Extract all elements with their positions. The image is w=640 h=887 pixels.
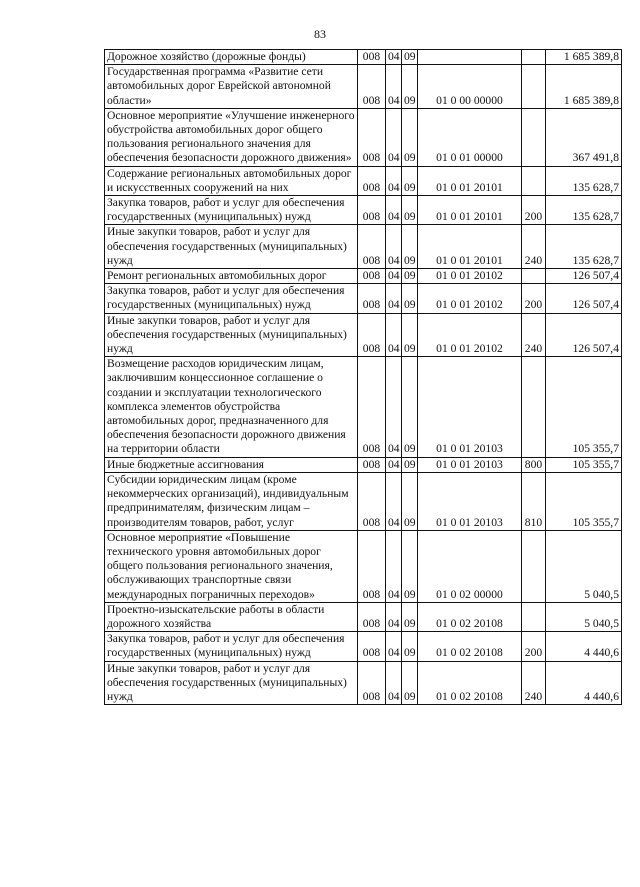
cell-sum: 135 628,7 bbox=[546, 166, 622, 195]
cell-target-article: 01 0 00 00000 bbox=[418, 65, 522, 109]
cell-target-article: 01 0 01 20101 bbox=[418, 196, 522, 225]
cell-rz: 04 bbox=[386, 284, 402, 313]
cell-target-article: 01 0 02 00000 bbox=[418, 530, 522, 602]
cell-sum: 1 685 389,8 bbox=[546, 65, 622, 109]
cell-sum: 135 628,7 bbox=[546, 225, 622, 269]
cell-expense-type bbox=[522, 108, 546, 166]
cell-rz: 04 bbox=[386, 166, 402, 195]
cell-target-article: 01 0 01 00000 bbox=[418, 108, 522, 166]
table-row bbox=[105, 313, 622, 357]
cell-sum: 4 440,6 bbox=[546, 632, 622, 661]
row-name: Содержание региональных автомобильных дорог и искусственных сооружений на них bbox=[105, 166, 358, 195]
cell-sum: 126 507,4 bbox=[546, 313, 622, 357]
cell-expense-type bbox=[522, 50, 546, 65]
row-name: Основное мероприятие «Улучшение инженерного обустройства автомобильных дорог общего пользования регионального значения для обеспечения безопасности дорожного движения» bbox=[105, 108, 358, 166]
budget-table bbox=[104, 49, 622, 705]
cell-target-article: 01 0 02 20108 bbox=[418, 632, 522, 661]
row-name: Закупка товаров, работ и услуг для обеспечения государственных (муниципальных) нужд bbox=[105, 632, 358, 661]
cell-pr: 09 bbox=[402, 357, 418, 457]
cell-rz: 04 bbox=[386, 313, 402, 357]
cell-pr: 09 bbox=[402, 196, 418, 225]
cell-expense-type: 200 bbox=[522, 632, 546, 661]
cell-expense-type: 200 bbox=[522, 196, 546, 225]
cell-target-article: 01 0 01 20101 bbox=[418, 166, 522, 195]
cell-pr: 09 bbox=[402, 661, 418, 705]
row-name: Иные закупки товаров, работ и услуг для обеспечения государственных (муниципальных) нужд bbox=[105, 661, 358, 705]
row-name: Субсидии юридическим лицам (кроме некоммерческих организаций), индивидуальным предпринимателям, физическим лицам – производителям товаров, работ, услуг bbox=[105, 472, 358, 530]
cell-ved: 008 bbox=[358, 457, 386, 472]
cell-rz: 04 bbox=[386, 269, 402, 284]
cell-expense-type: 810 bbox=[522, 472, 546, 530]
cell-ved: 008 bbox=[358, 661, 386, 705]
cell-sum: 135 628,7 bbox=[546, 196, 622, 225]
row-name: Государственная программа «Развитие сети автомобильных дорог Еврейской автономной области» bbox=[105, 65, 358, 109]
cell-rz: 04 bbox=[386, 530, 402, 602]
cell-sum: 1 685 389,8 bbox=[546, 50, 622, 65]
row-name: Возмещение расходов юридическим лицам, заключившим концессионное соглашение о создании и эксплуатации технологического комплекса элементов обустройства автомобильных дорог, предназначенного для обеспечения безопасности дорожного движения на территории области bbox=[105, 357, 358, 457]
table-row bbox=[105, 284, 622, 313]
cell-sum: 105 355,7 bbox=[546, 357, 622, 457]
cell-pr: 09 bbox=[402, 632, 418, 661]
cell-expense-type: 240 bbox=[522, 313, 546, 357]
cell-ved: 008 bbox=[358, 108, 386, 166]
table-row bbox=[105, 602, 622, 631]
cell-rz: 04 bbox=[386, 50, 402, 65]
table-body bbox=[105, 50, 622, 705]
row-name: Закупка товаров, работ и услуг для обеспечения государственных (муниципальных) нужд bbox=[105, 284, 358, 313]
cell-rz: 04 bbox=[386, 632, 402, 661]
cell-pr: 09 bbox=[402, 457, 418, 472]
cell-ved: 008 bbox=[358, 269, 386, 284]
table-row bbox=[105, 166, 622, 195]
cell-pr: 09 bbox=[402, 50, 418, 65]
table-row bbox=[105, 196, 622, 225]
table-row bbox=[105, 457, 622, 472]
cell-sum: 5 040,5 bbox=[546, 602, 622, 631]
row-name: Проектно-изыскательские работы в области дорожного хозяйства bbox=[105, 602, 358, 631]
cell-rz: 04 bbox=[386, 65, 402, 109]
cell-rz: 04 bbox=[386, 196, 402, 225]
cell-target-article: 01 0 01 20101 bbox=[418, 225, 522, 269]
cell-ved: 008 bbox=[358, 530, 386, 602]
cell-pr: 09 bbox=[402, 602, 418, 631]
cell-rz: 04 bbox=[386, 108, 402, 166]
cell-sum: 105 355,7 bbox=[546, 472, 622, 530]
cell-ved: 008 bbox=[358, 50, 386, 65]
row-name: Иные закупки товаров, работ и услуг для обеспечения государственных (муниципальных) нужд bbox=[105, 225, 358, 269]
row-name: Иные бюджетные ассигнования bbox=[105, 457, 358, 472]
cell-pr: 09 bbox=[402, 225, 418, 269]
row-name: Основное мероприятие «Повышение технического уровня автомобильных дорог общего пользования регионального значения, обслуживающих транспортные связи международных пограничных переходов» bbox=[105, 530, 358, 602]
cell-rz: 04 bbox=[386, 602, 402, 631]
cell-expense-type bbox=[522, 65, 546, 109]
cell-target-article: 01 0 01 20102 bbox=[418, 284, 522, 313]
cell-target-article: 01 0 01 20102 bbox=[418, 269, 522, 284]
table-row bbox=[105, 357, 622, 457]
cell-target-article: 01 0 02 20108 bbox=[418, 661, 522, 705]
cell-target-article bbox=[418, 50, 522, 65]
cell-pr: 09 bbox=[402, 313, 418, 357]
cell-sum: 4 440,6 bbox=[546, 661, 622, 705]
cell-target-article: 01 0 01 20103 bbox=[418, 472, 522, 530]
cell-pr: 09 bbox=[402, 530, 418, 602]
cell-target-article: 01 0 02 20108 bbox=[418, 602, 522, 631]
cell-pr: 09 bbox=[402, 108, 418, 166]
cell-sum: 126 507,4 bbox=[546, 284, 622, 313]
cell-ved: 008 bbox=[358, 472, 386, 530]
cell-ved: 008 bbox=[358, 632, 386, 661]
cell-expense-type bbox=[522, 530, 546, 602]
cell-expense-type bbox=[522, 357, 546, 457]
table-row bbox=[105, 530, 622, 602]
row-name: Дорожное хозяйство (дорожные фонды) bbox=[105, 50, 358, 65]
cell-target-article: 01 0 01 20102 bbox=[418, 313, 522, 357]
cell-expense-type bbox=[522, 602, 546, 631]
cell-ved: 008 bbox=[358, 284, 386, 313]
cell-expense-type: 200 bbox=[522, 284, 546, 313]
cell-ved: 008 bbox=[358, 225, 386, 269]
cell-target-article: 01 0 01 20103 bbox=[418, 357, 522, 457]
cell-pr: 09 bbox=[402, 269, 418, 284]
cell-sum: 105 355,7 bbox=[546, 457, 622, 472]
cell-rz: 04 bbox=[386, 225, 402, 269]
cell-rz: 04 bbox=[386, 661, 402, 705]
cell-expense-type bbox=[522, 166, 546, 195]
cell-sum: 126 507,4 bbox=[546, 269, 622, 284]
table-row bbox=[105, 661, 622, 705]
table-row bbox=[105, 269, 622, 284]
cell-sum: 367 491,8 bbox=[546, 108, 622, 166]
cell-sum: 5 040,5 bbox=[546, 530, 622, 602]
cell-rz: 04 bbox=[386, 357, 402, 457]
cell-pr: 09 bbox=[402, 472, 418, 530]
cell-target-article: 01 0 01 20103 bbox=[418, 457, 522, 472]
cell-ved: 008 bbox=[358, 313, 386, 357]
table-row bbox=[105, 225, 622, 269]
cell-rz: 04 bbox=[386, 472, 402, 530]
table-row bbox=[105, 472, 622, 530]
cell-ved: 008 bbox=[358, 65, 386, 109]
row-name: Ремонт региональных автомобильных дорог bbox=[105, 269, 358, 284]
row-name: Иные закупки товаров, работ и услуг для обеспечения государственных (муниципальных) нужд bbox=[105, 313, 358, 357]
cell-expense-type: 240 bbox=[522, 661, 546, 705]
cell-ved: 008 bbox=[358, 602, 386, 631]
cell-ved: 008 bbox=[358, 357, 386, 457]
row-name: Закупка товаров, работ и услуг для обеспечения государственных (муниципальных) нужд bbox=[105, 196, 358, 225]
cell-pr: 09 bbox=[402, 65, 418, 109]
cell-expense-type: 240 bbox=[522, 225, 546, 269]
cell-expense-type bbox=[522, 269, 546, 284]
table-row bbox=[105, 632, 622, 661]
cell-pr: 09 bbox=[402, 284, 418, 313]
table-row bbox=[105, 50, 622, 65]
cell-expense-type: 800 bbox=[522, 457, 546, 472]
cell-pr: 09 bbox=[402, 166, 418, 195]
cell-ved: 008 bbox=[358, 196, 386, 225]
table-row bbox=[105, 108, 622, 166]
table-row bbox=[105, 65, 622, 109]
page-number: 83 bbox=[314, 27, 326, 41]
cell-rz: 04 bbox=[386, 457, 402, 472]
cell-ved: 008 bbox=[358, 166, 386, 195]
